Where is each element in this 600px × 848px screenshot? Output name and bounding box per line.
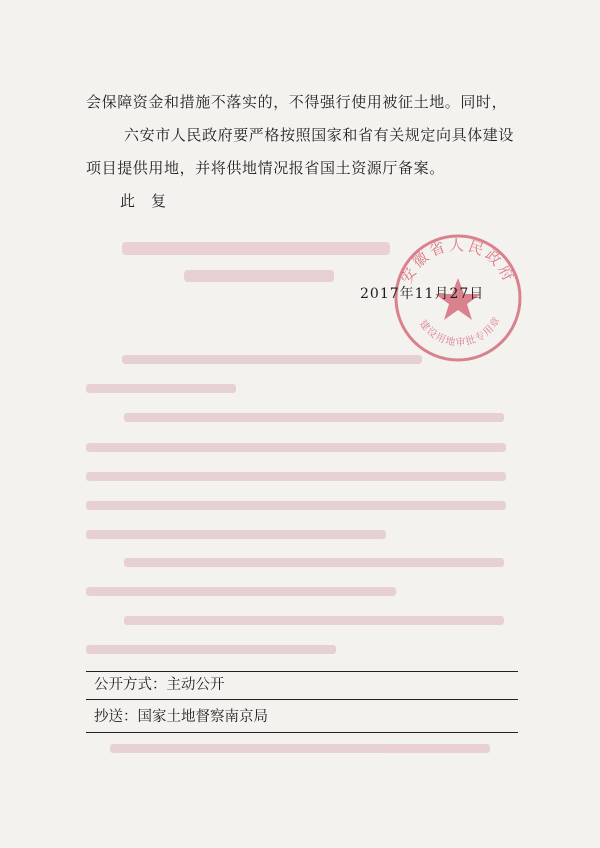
cc-row xyxy=(86,703,518,731)
seal-text: 安徽省人民政府 xyxy=(397,236,519,287)
body-line: 会保障资金和措施不落实的，不得强行使用被征土地。同时， xyxy=(86,93,508,111)
document-footer xyxy=(86,671,518,731)
svg-text:建设用地审批专用章 xyxy=(417,314,504,349)
issue-date: 2017年11月27日 xyxy=(360,286,485,302)
disclosure-label: 公开方式： xyxy=(94,677,167,693)
cc-label: 抄送： xyxy=(94,709,138,725)
footer-rule xyxy=(86,732,518,733)
disclosure-value: 主动公开 xyxy=(166,677,225,693)
body-line: 六安市人民政府要严格按照国家和省有关规定向具体建设 xyxy=(124,126,515,144)
closing-phrase: 此复 xyxy=(120,192,183,210)
disclosure-row xyxy=(86,671,518,699)
footer-rule xyxy=(86,699,518,700)
body-line: 项目提供用地，并将供地情况报省国土资源厅备案。 xyxy=(86,159,445,177)
seal-sub-text: 建设用地审批专用章 xyxy=(416,314,504,349)
cc-value: 国家土地督察南京局 xyxy=(137,709,268,725)
reply-body xyxy=(86,86,515,218)
